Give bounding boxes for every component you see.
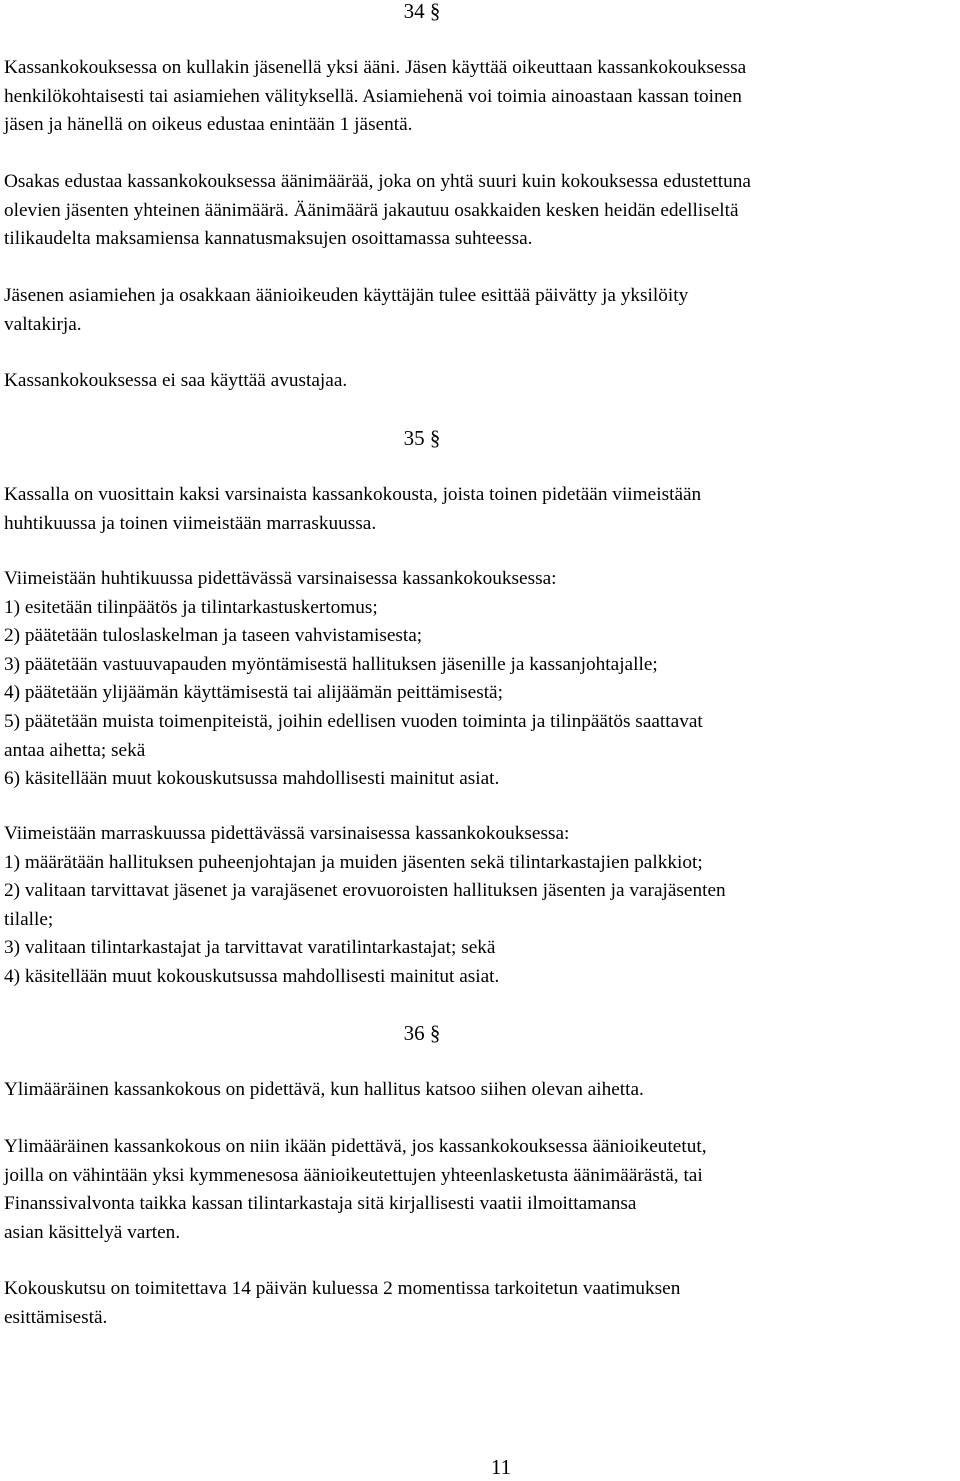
text-line: Osakas edustaa kassankokouksessa äänimäärää, joka on yhtä suuri kuin kokouksessa edustettuna [4, 171, 751, 192]
page-number: 11 [490, 1455, 512, 1479]
text-line: esittämisestä. [4, 1306, 108, 1328]
list-item: tilalle; [4, 908, 54, 930]
text-line: Jäsenen asiamiehen ja osakkaan äänioikeuden käyttäjän tulee esittää päivätty ja yksilöity [4, 285, 689, 306]
list-item: 2) päätetään tuloslaskelman ja taseen vahvistamisesta; [4, 625, 423, 647]
list-item: 3) valitaan tilintarkastajat ja tarvittavat varatilintarkastajat; sekä [4, 937, 496, 959]
text-line: Kassankokouksessa ei saa käyttää avustajaa. [4, 370, 348, 391]
list-item: 5) päätetään muista toimenpiteistä, joihin edellisen vuoden toiminta ja tilinpäätös saattavat [4, 710, 703, 732]
text-line: olevien jäsenten yhteinen äänimäärä. Äänimäärä jakautuu osakkaiden kesken heidän edelliseltä [4, 199, 739, 221]
text-line: Ylimääräinen kassankokous on pidettävä, kun hallitus katsoo siihen olevan aihetta. [4, 1079, 644, 1100]
text-line: huhtikuussa ja toinen viimeistään marraskuussa. [4, 512, 377, 534]
text-line: Kassalla on vuosittain kaksi varsinaista kassankokousta, joista toinen pidetään viimeistään [4, 484, 702, 505]
section-heading-35: 35 § [403, 426, 441, 450]
text-line: Finanssivalvonta taikka kassan tilintarkastaja sitä kirjallisesti vaatii ilmoittamansa [4, 1193, 637, 1215]
section-heading-36: 36 § [403, 1021, 441, 1045]
text-line: Viimeistään marraskuussa pidettävässä varsinaisessa kassankokouksessa: [4, 823, 570, 844]
paragraph [4, 1133, 954, 1247]
paragraph [4, 1275, 954, 1332]
paragraph [4, 282, 954, 339]
text-line: valtakirja. [4, 313, 82, 335]
list-item: 2) valitaan tarvittavat jäsenet ja varajäsenet erovuoroisten hallituksen jäsenten ja varajäsenten [4, 880, 726, 902]
section-heading-34: 34 § [403, 0, 441, 23]
list-item: 1) määrätään hallituksen puheenjohtajan ja muiden jäsenten sekä tilintarkastajien palkkiot; [4, 851, 703, 873]
text-line: Ylimääräinen kassankokous on niin ikään pidettävä, jos kassankokouksessa äänioikeutetut, [4, 1136, 707, 1157]
paragraph [4, 54, 954, 140]
list-item: 4) päätetään ylijäämän käyttämisestä tai alijäämän peittämisestä; [4, 682, 503, 704]
text-line: asian käsittelyä varten. [4, 1221, 181, 1243]
paragraph [4, 820, 954, 992]
list-item: 6) käsitellään muut kokouskutsussa mahdollisesti mainitut asiat. [4, 768, 500, 790]
paragraph [4, 481, 954, 538]
text-line: Kassankokouksessa on kullakin jäsenellä yksi ääni. Jäsen käyttää oikeuttaan kassankokouksessa [4, 57, 747, 78]
list-item: 1) esitetään tilinpäätös ja tilintarkastuskertomus; [4, 596, 378, 618]
text-line: tilikaudelta maksamiensa kannatusmaksujen osoittamassa suhteessa. [4, 228, 533, 250]
paragraph [4, 367, 954, 396]
paragraph [4, 1076, 954, 1105]
paragraph [4, 168, 954, 254]
text-line: Viimeistään huhtikuussa pidettävässä varsinaisessa kassankokouksessa: [4, 568, 557, 589]
paragraph [4, 565, 954, 794]
text-line: jäsen ja hänellä on oikeus edustaa enintään 1 jäsentä. [4, 114, 413, 136]
list-item: 3) päätetään vastuuvapauden myöntämisestä hallituksen jäsenille ja kassanjohtajalle; [4, 653, 658, 675]
list-item: 4) käsitellään muut kokouskutsussa mahdollisesti mainitut asiat. [4, 965, 500, 987]
list-item: antaa aihetta; sekä [4, 739, 146, 761]
text-line: henkilökohtaisesti tai asiamiehen välityksellä. Asiamiehenä voi toimia ainoastaan kassan toinen [4, 85, 742, 107]
text-line: Kokouskutsu on toimitettava 14 päivän kuluessa 2 momentissa tarkoitetun vaatimuksen [4, 1278, 681, 1299]
text-line: joilla on vähintään yksi kymmenesosa äänioikeutettujen yhteenlasketusta äänimäärästä, tai [4, 1164, 703, 1186]
